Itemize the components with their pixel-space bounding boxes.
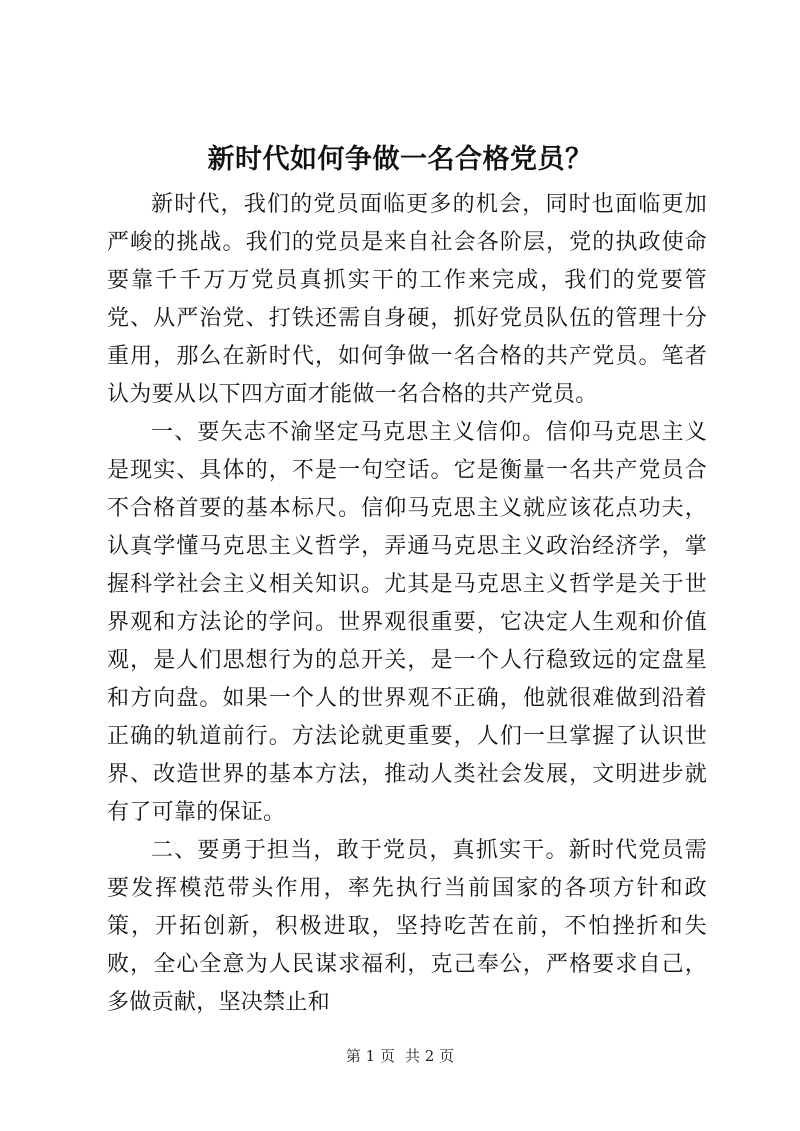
page-footer <box>0 1046 800 1066</box>
paragraph-intro: 新时代，我们的党员面临更多的机会，同时也面临更加严峻的挑战。我们的党员是来自社会各阶层，党的执政使命要靠千千万万党员真抓实干的工作来完成，我们的党要管党、从严治党、打铁还需自身硬，抓好党员队伍的管理十分重用，那么在新时代，如何争做一名合格的共产党员。笔者认为要从以下四方面才能做一名合格的共产党员。 <box>107 192 707 407</box>
paragraph-section-1: 一、要矢志不渝坚定马克思主义信仰。信仰马克思主义是现实、具体的，不是一句空话。它是衡量一名共产党员合不合格首要的基本标尺。信仰马克思主义就应该花点功夫，认真学懂马克思主义哲学，弄通马克思主义政治经济学，掌握科学社会主义相关知识。尤其是马克思主义哲学是关于世界观和方法论的学问。世界观很重要，它决定人生观和价值观，是人们思想行为的总开关，是一个人行稳致远的定盘星和方向盘。如果一个人的世界观不正确，他就很难做到沿着正确的轨道前行。方法论就更重要，人们一旦掌握了认识世界、改造世界的基本方法，推动人类社会发展，文明进步就有了可靠的保证。 <box>107 420 707 825</box>
document-body <box>107 186 707 1022</box>
page-total: 共 2 页 <box>405 1047 455 1065</box>
document-title: 新时代如何争做一名合格党员？ <box>207 144 593 175</box>
page-number: 第 1 页 <box>345 1047 395 1065</box>
paragraph-section-2: 二、要勇于担当，敢于党员，真抓实干。新时代党员需要发挥模范带头作用，率先执行当前国家的各项方针和政策，开拓创新，积极进取，坚持吃苦在前，不怕挫折和失败，全心全意为人民谋求福利，克己奉公，严格要求自己，多做贡献，坚决禁止和 <box>107 838 707 1015</box>
